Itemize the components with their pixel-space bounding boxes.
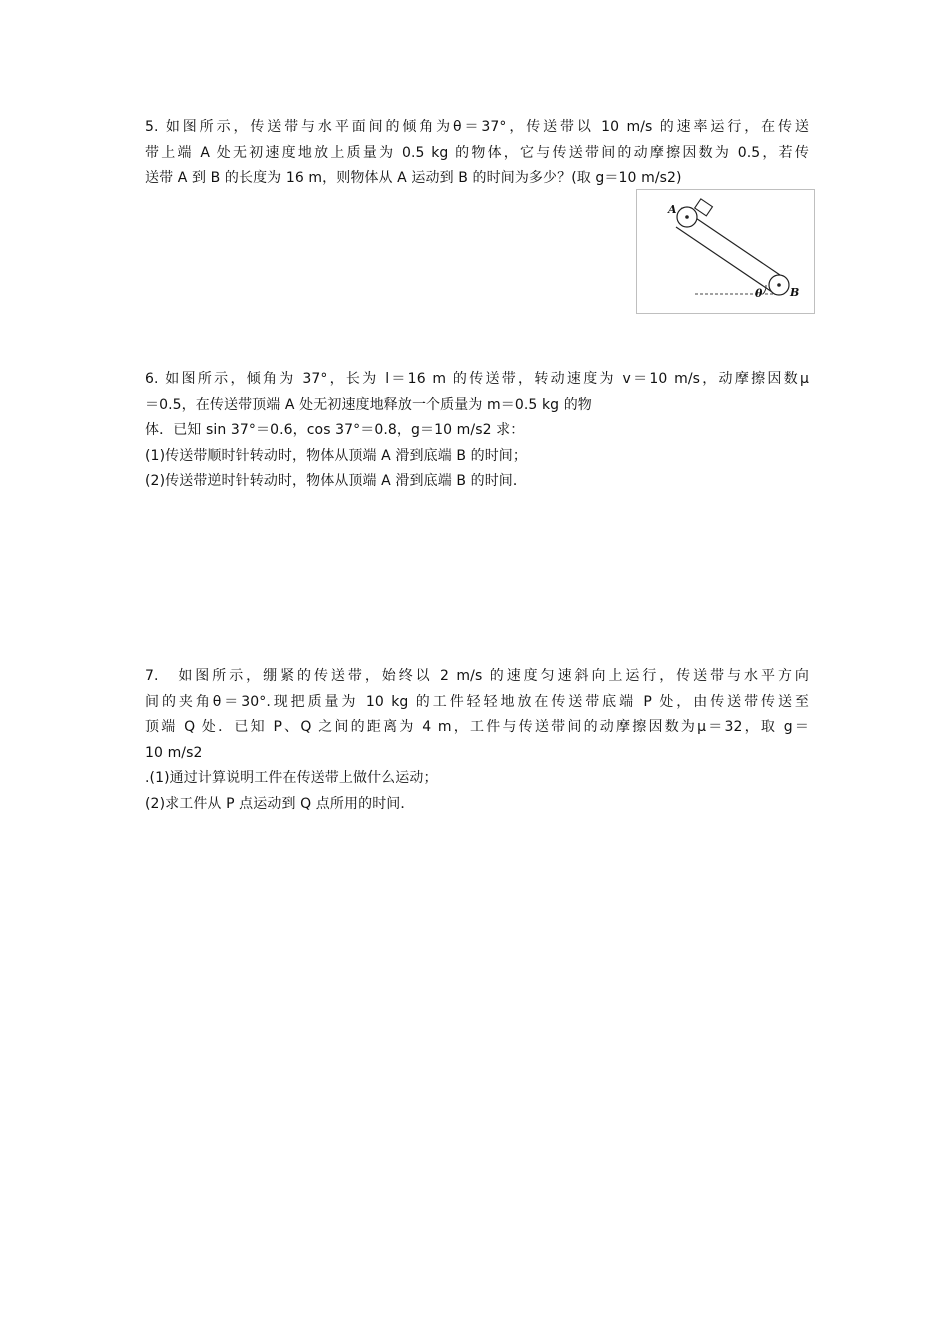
pulley-b-axle: [777, 283, 781, 287]
problem-6-line-1: 6. 如图所示，倾角为 37°，长为 l＝16 m 的传送带，转动速度为 v＝10 m/s，动摩擦因数μ: [145, 371, 809, 387]
problem-7-line-4: 10 m/s2: [145, 744, 203, 761]
label-theta: θ: [755, 287, 763, 300]
problem-7-line-1: 7. 如图所示，绷紧的传送带，始终以 2 m/s 的速度匀速斜向上运行，传送带与水平方向: [145, 668, 809, 684]
problem-5: [145, 115, 809, 192]
problem-7-line-6: (2)求工件从 P 点运动到 Q 点所用的时间．: [145, 795, 415, 812]
problem-7-line-5: .(1)通过计算说明工件在传送带上做什么运动；: [145, 770, 438, 786]
label-a: A: [668, 203, 677, 216]
belt-bottom-edge: [676, 227, 775, 294]
problem-6-line-3: 体．已知 sin 37°＝0.6，cos 37°＝0.8，g＝10 m/s2 求：: [145, 422, 525, 438]
problem-6: [145, 367, 809, 495]
problem-6-line-2: ＝0.5，在传送带顶端 A 处无初速度地释放一个质量为 m＝0.5 kg 的物: [145, 396, 592, 413]
label-b: B: [790, 286, 800, 299]
conveyor-belt-figure: [636, 189, 815, 314]
block-object: [695, 199, 713, 216]
problem-7-line-3: 顶端 Q 处．已知 P、Q 之间的距离为 4 m，工件与传送带间的动摩擦因数为μ＝32，取 g＝: [145, 719, 809, 735]
problem-6-line-5: (2)传送带逆时针转动时，物体从顶端 A 滑到底端 B 的时间．: [145, 473, 528, 489]
problem-7: [145, 664, 809, 817]
pulley-a-axle: [685, 215, 689, 219]
problem-5-line-1: 5. 如图所示，传送带与水平面间的倾角为θ＝37°，传送带以 10 m/s 的速率运行，在传送: [145, 119, 809, 135]
problem-5-line-3: 送带 A 到 B 的长度为 16 m，则物体从 A 运动到 B 的时间为多少？(取 g＝10 m/s2): [145, 170, 682, 186]
problem-5-line-2: 带上端 A 处无初速度地放上质量为 0.5 kg 的物体，它与传送带间的动摩擦因数为 0.5，若传: [145, 144, 809, 161]
problem-6-line-4: (1)传送带顺时针转动时，物体从顶端 A 滑到底端 B 的时间；: [145, 447, 528, 464]
problem-7-line-2: 间的夹角θ＝30°.现把质量为 10 kg 的工件轻轻地放在传送带底端 P 处，由传送带传送至: [145, 693, 809, 710]
conveyor-belt-diagram: [637, 190, 814, 313]
